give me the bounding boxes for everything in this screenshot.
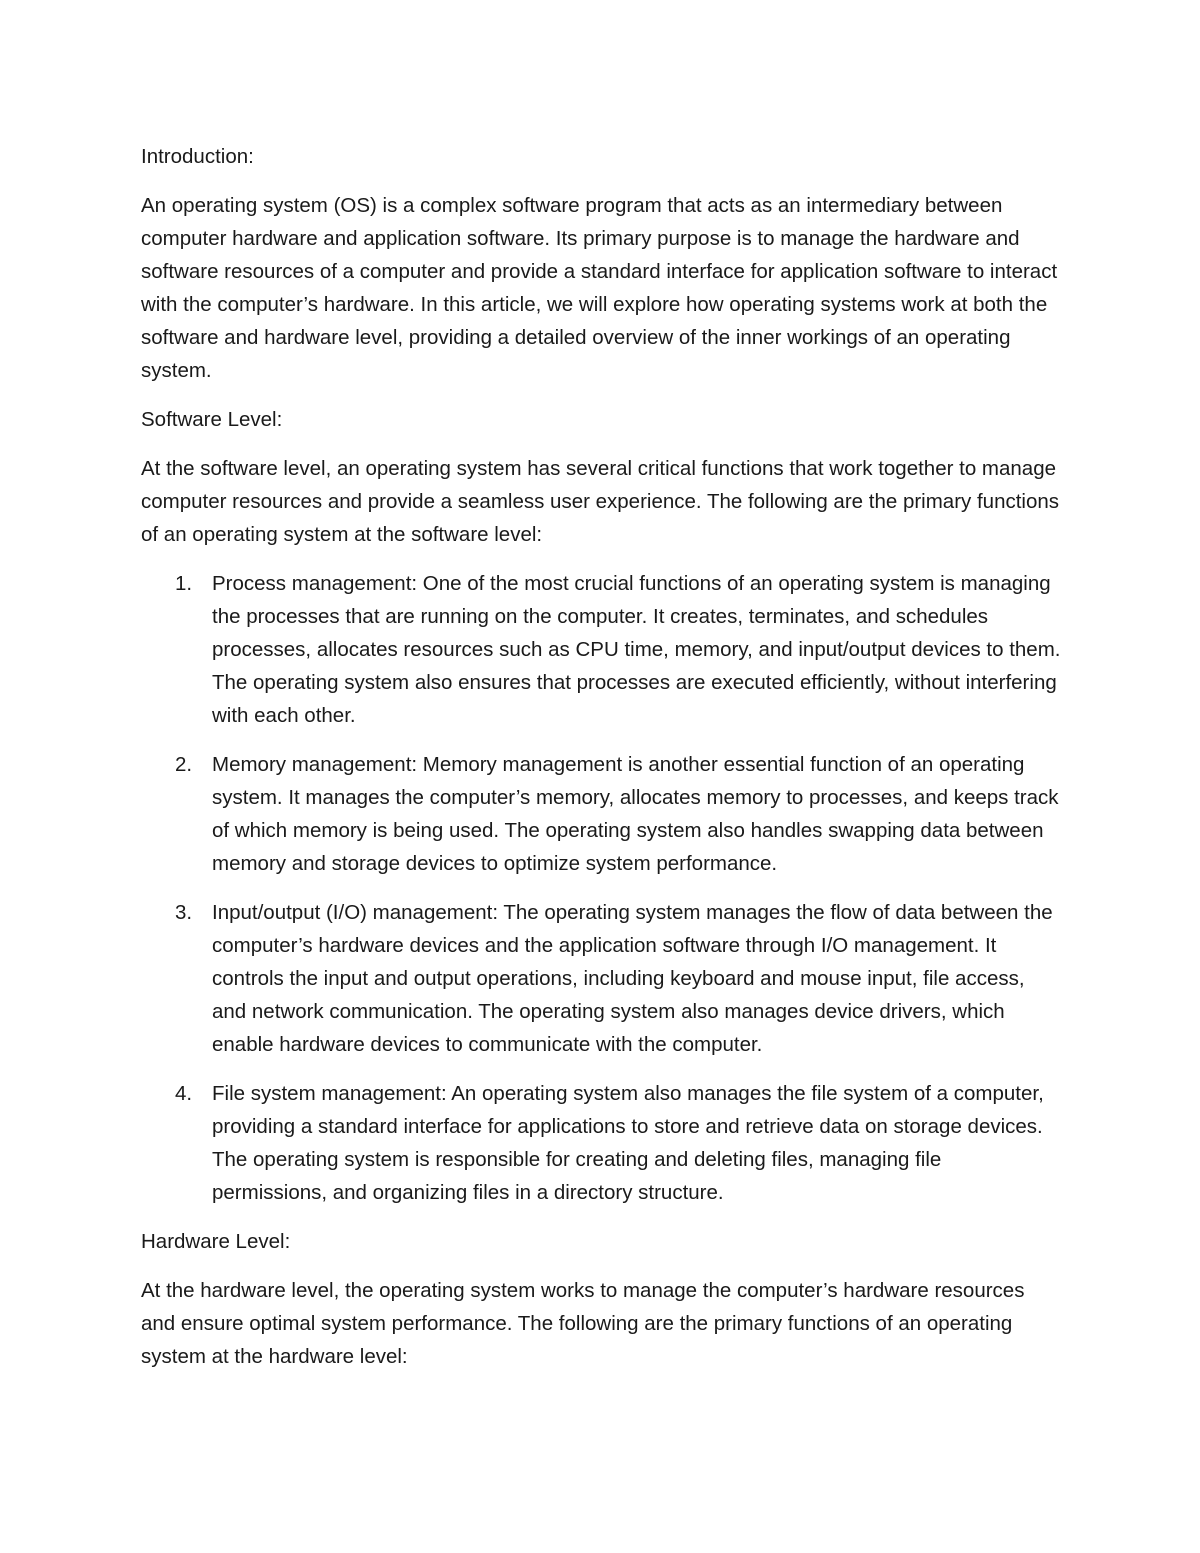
list-item: [141, 896, 1061, 1061]
hardware-level-paragraph: At the hardware level, the operating system works to manage the computer’s hardware resources and ensure optimal system performance. The following are the primary functions of an operating system at the hardware level:: [141, 1279, 1025, 1368]
list-item-text: Input/output (I/O) management: The operating system manages the flow of data between the computer’s hardware devices and the application software through I/O management. It controls the input and output operations, including keyboard and mouse input, file access, and network communication. The operating system also manages device drivers, which enable hardware devices to communicate with the computer.: [212, 901, 1053, 1056]
list-item-number: 3.: [175, 901, 193, 924]
list-item-text: Process management: One of the most crucial functions of an operating system is managing the processes that are running on the computer. It creates, terminates, and schedules processes, allocates resources such as CPU time, memory, and input/output devices to them. The operating system also ensures that processes are executed efficiently, without interfering with each other.: [212, 572, 1061, 727]
introduction-paragraph: An operating system (OS) is a complex software program that acts as an intermediary between computer hardware and application software. Its primary purpose is to manage the hardware and software resources of a computer and provide a standard interface for application software to interact with the computer’s hardware. In this article, we will explore how operating systems work at both the software and hardware level, providing a detailed overview of the inner workings of an operating system.: [141, 194, 1058, 382]
document-page: [141, 140, 1061, 1389]
list-item: [141, 748, 1061, 880]
list-item-text: File system management: An operating system also manages the file system of a computer, providing a standard interface for applications to store and retrieve data on storage devices. The operating system is responsible for creating and deleting files, managing file permissions, and organizing files in a directory structure.: [212, 1082, 1044, 1204]
list-item-number: 2.: [175, 753, 193, 776]
list-item: [141, 567, 1061, 732]
list-item-text: Memory management: Memory management is another essential function of an operating system. It manages the computer’s memory, allocates memory to processes, and keeps track of which memory is being used. The operating system also handles swapping data between memory and storage devices to optimize system performance.: [212, 753, 1059, 875]
software-functions-list: [141, 567, 1061, 1209]
introduction-heading: Introduction:: [141, 145, 254, 168]
list-item: [141, 1077, 1061, 1209]
list-item-number: 4.: [175, 1082, 193, 1105]
software-level-heading: Software Level:: [141, 408, 283, 431]
hardware-level-heading: Hardware Level:: [141, 1230, 291, 1253]
software-level-paragraph: At the software level, an operating system has several critical functions that work together to manage computer resources and provide a seamless user experience. The following are the primary functions of an operating system at the software level:: [141, 457, 1060, 546]
list-item-number: 1.: [175, 572, 193, 595]
